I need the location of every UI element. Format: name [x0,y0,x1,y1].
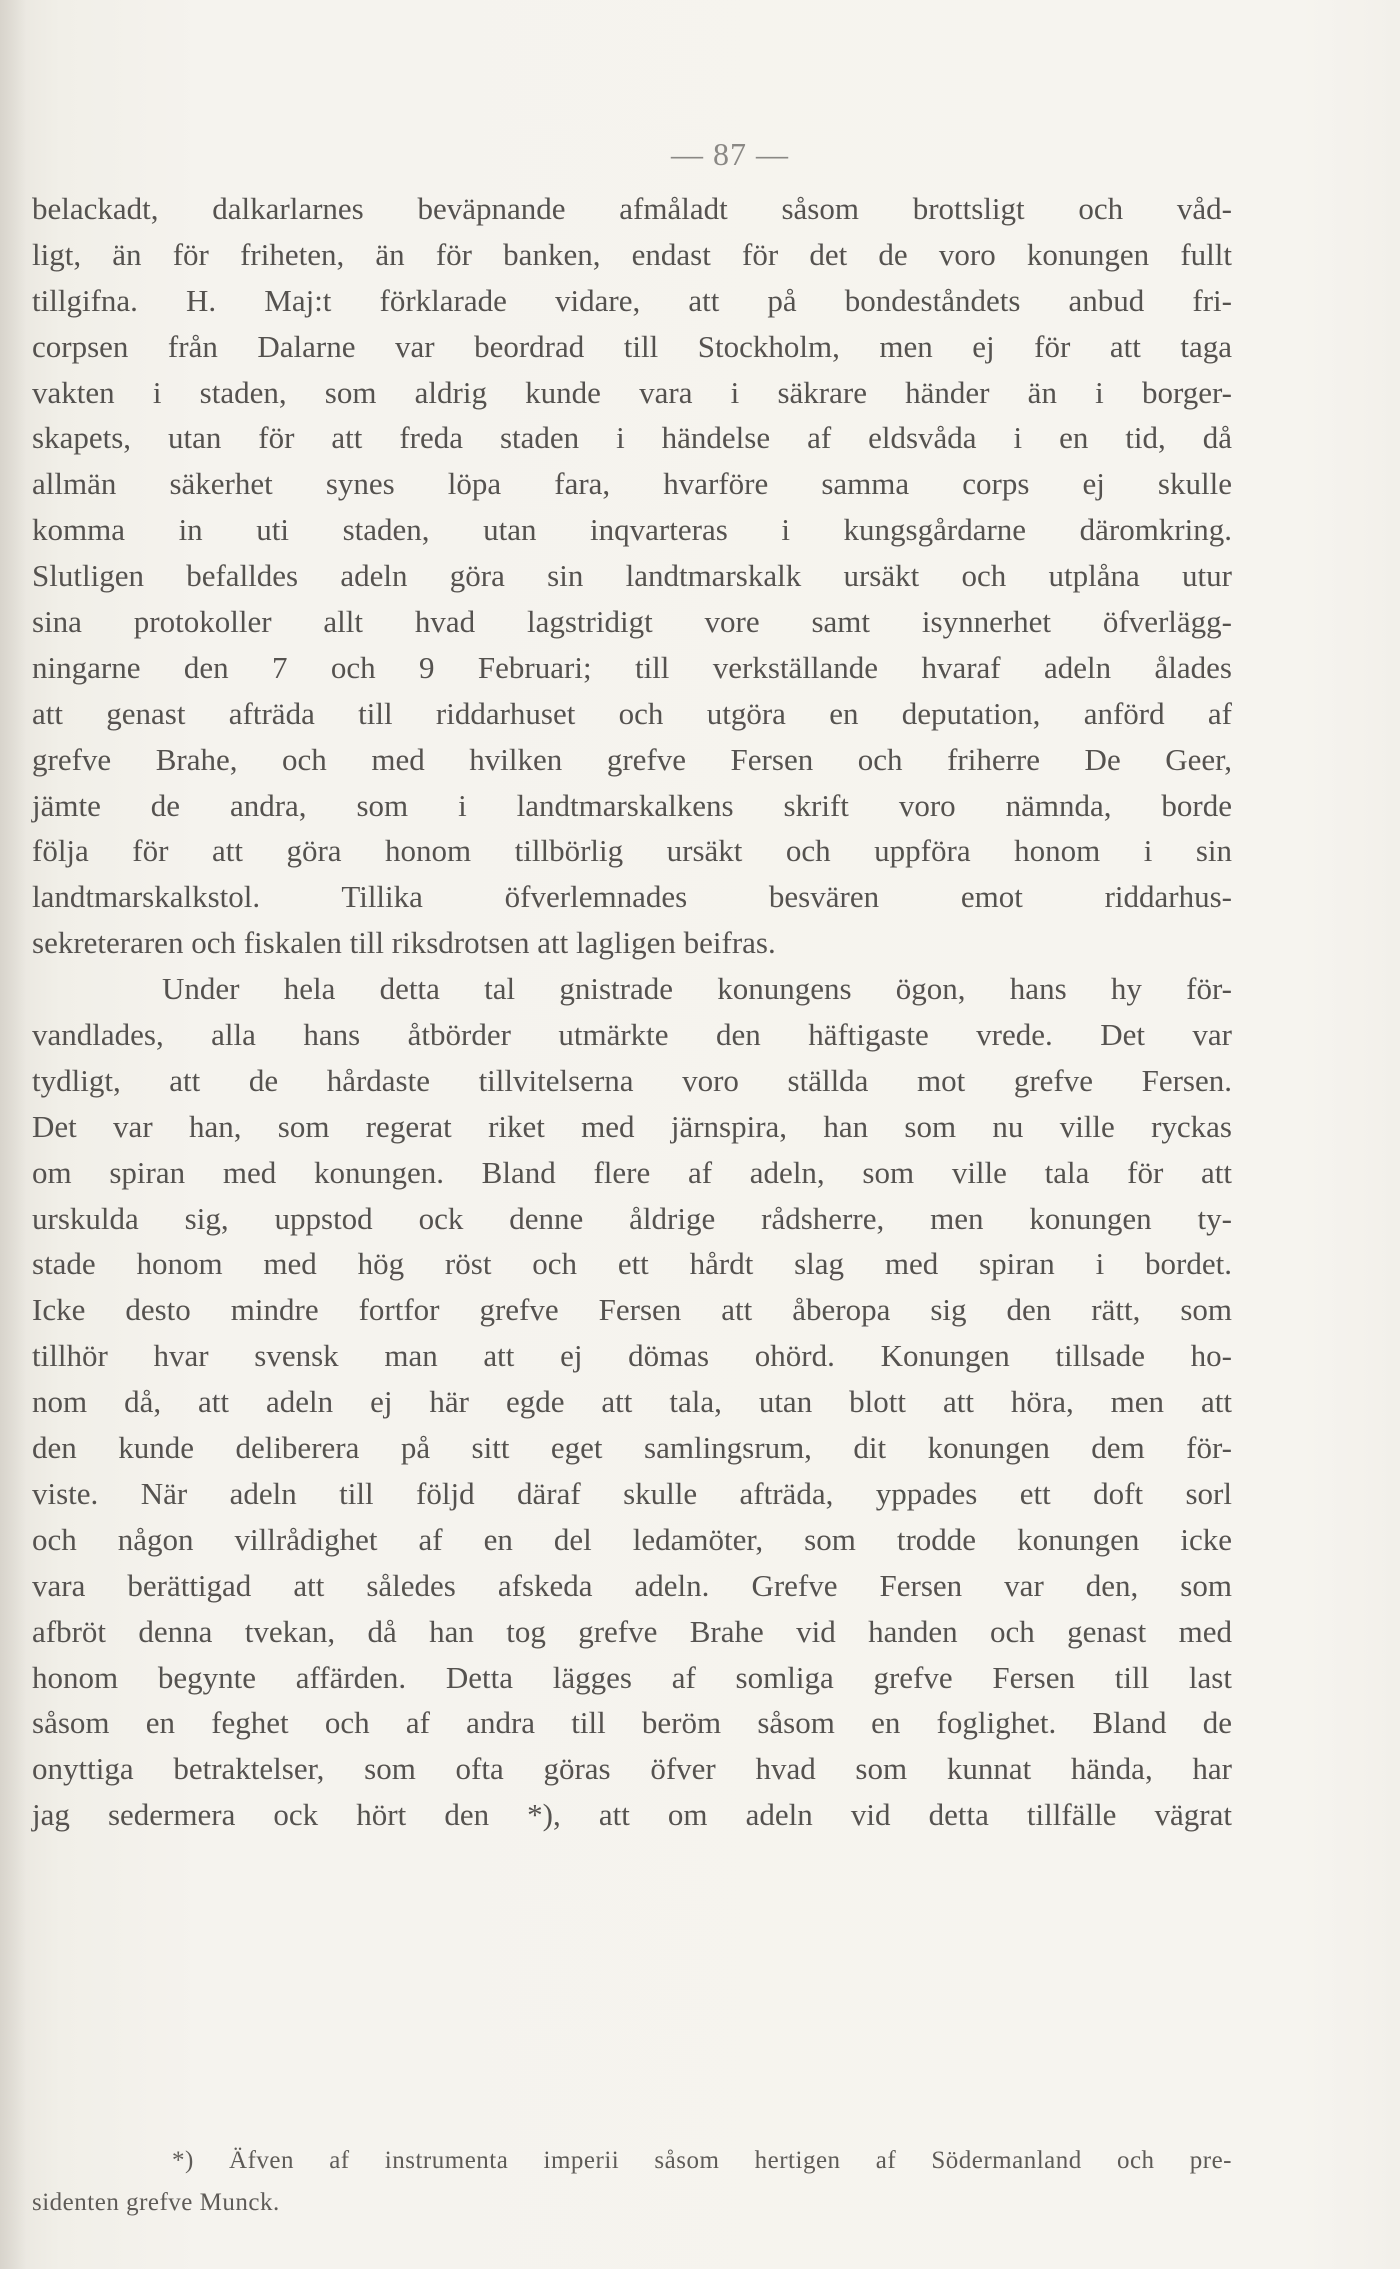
text-line: Under hela detta tal gnistrade konungens ögon, hans hy för- [162,971,1232,1007]
text-line: och någon villrådighet af en del ledamöter, som trodde konungen icke [32,1521,1232,1557]
text-line: ligt, än för friheten, än för banken, endast för det de voro konungen fullt [32,236,1232,272]
text-line: grefve Brahe, och med hvilken grefve Fersen och friherre De Geer, [32,741,1232,777]
text-line: corpsen från Dalarne var beordrad till Stockholm, men ej för att taga [32,328,1232,364]
text-line: Det var han, som regerat riket med järnspira, han som nu ville ryckas [32,1108,1232,1144]
text-line: sekreteraren och fiskalen till riksdrotsen att lagligen beifras. [32,925,776,961]
page-gutter-shadow [0,0,26,2269]
text-line: skapets, utan för att freda staden i händelse af eldsvåda i en tid, då [32,420,1232,456]
text-line: Icke desto mindre fortfor grefve Fersen att åberopa sig den rätt, som [32,1292,1232,1328]
text-line: Slutligen befalldes adeln göra sin landtmarskalk ursäkt och utplåna utur [32,558,1232,594]
text-line: afbröt denna tvekan, då han tog grefve Brahe vid handen och genast med [32,1613,1232,1649]
text-line: jag sedermera ock hört den *), att om adeln vid detta tillfälle vägrat [32,1797,1232,1833]
text-line: om spiran med konungen. Bland flere af adeln, som ville tala för att [32,1154,1232,1190]
text-line: vakten i staden, som aldrig kunde vara i säkrare händer än i borger- [32,374,1232,410]
text-line: urskulda sig, uppstod ock denne åldrige rådsherre, men konungen ty- [32,1200,1232,1236]
text-line: vandlades, alla hans åtbörder utmärkte den häftigaste vrede. Det var [32,1017,1232,1053]
text-line: belackadt, dalkarlarnes beväpnande afmåladt såsom brottsligt och våd- [32,191,1232,226]
text-line: stade honom med hög röst och ett hårdt slag med spiran i bordet. [32,1246,1232,1282]
text-line: jämte de andra, som i landtmarskalkens skrift voro nämnda, borde [32,787,1232,823]
text-line: allmän säkerhet synes löpa fara, hvarföre samma corps ej skulle [32,466,1232,502]
text-line: tydligt, att de hårdaste tillvitelserna voro ställda mot grefve Fersen. [32,1062,1232,1098]
footnote-line: *) Äfven af instrumenta imperii såsom hertigen af Södermanland och pre- [172,2147,1232,2174]
footnote-line: sidenten grefve Munck. [32,2189,280,2216]
text-line: att genast afträda till riddarhuset och utgöra en deputation, anförd af [32,695,1232,731]
text-line: sina protokoller allt hvad lagstridigt vore samt isynnerhet öfverlägg- [32,604,1232,640]
text-line: följa för att göra honom tillbörlig ursäkt och uppföra honom i sin [32,833,1232,869]
text-line: landtmarskalkstol. Tillika öfverlemnades besvären emot riddarhus- [32,879,1232,915]
text-line: vara berättigad att således afskeda adeln. Grefve Fersen var den, som [32,1567,1232,1603]
text-line: nom då, att adeln ej här egde att tala, utan blott att höra, men att [32,1384,1232,1420]
text-line: onyttiga betraktelser, som ofta göras öfver hvad som kunnat hända, har [32,1751,1232,1787]
text-line: såsom en feghet och af andra till beröm såsom en foglighet. Bland de [32,1705,1232,1741]
text-line: den kunde deliberera på sitt eget samlingsrum, dit konungen dem för- [32,1430,1232,1466]
text-line: tillhör hvar svensk man att ej dömas ohörd. Konungen tillsade ho- [32,1338,1232,1374]
body-text [32,186,1232,1838]
text-line: ningarne den 7 och 9 Februari; till verkställande hvaraf adeln ålades [32,649,1232,685]
footnote [32,2140,1232,2224]
text-line: honom begynte affärden. Detta lägges af somliga grefve Fersen till last [32,1659,1232,1695]
text-line: viste. När adeln till följd däraf skulle afträda, yppades ett doft sorl [32,1475,1232,1511]
page-number: — 87 — [671,136,789,172]
text-line: komma in uti staden, utan inqvarteras i kungsgårdarne däromkring. [32,512,1232,548]
text-line: tillgifna. H. Maj:t förklarade vidare, att på bondeståndets anbud fri- [32,282,1232,318]
